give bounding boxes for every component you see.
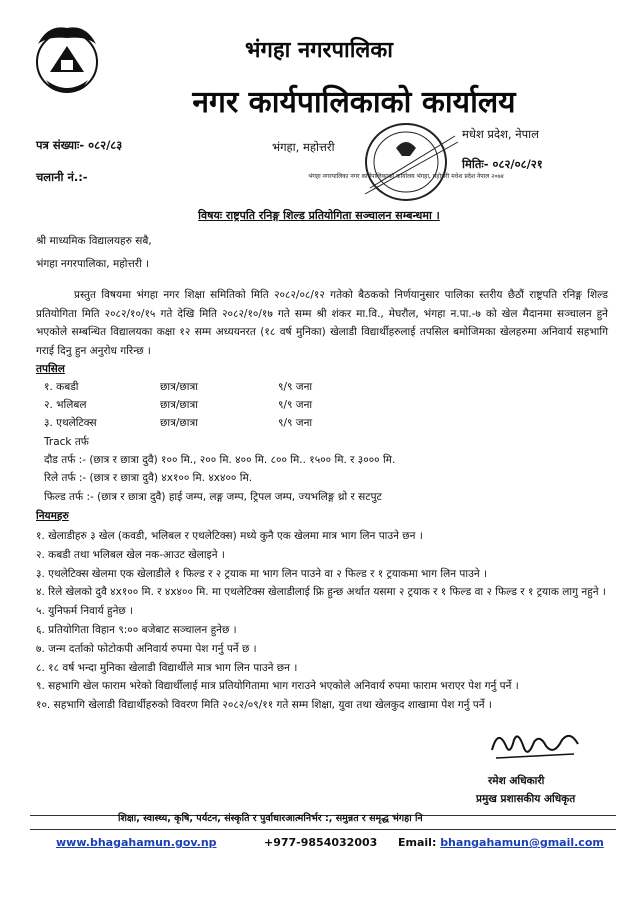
game-count: ९/९ जना (278, 399, 313, 411)
letter-date: मितिः- ०८२/०८/२१ (462, 157, 543, 171)
game-category: छात्र/छात्रा (160, 381, 199, 393)
office-name: नगर कार्यपालिकाको कार्यालय (192, 85, 516, 120)
game-name: २. भलिबल (44, 399, 87, 411)
body-paragraph: प्रस्तुत विषयमा भंगहा नगर शिक्षा समितिको मिति २०८२/०८/१२ गतेको बैठकको निर्णयानुसार पालिका स्तरीय छैठौं राष्ट्रपति रनिङ्ग शिल्ड प्रतियोगिता मिति २०८२/१०/१५ गते देखि मिति २०८२/१०/१७ गते सम्म श्री शंकर मा.वि., मेघरौल, भंगहा न.पा.-७ को खेल मैदानमा सञ्चालन हुने भएकोले सम्बन्धित विद्यालयका कक्षा १२ सम्म अध्ययनरत (१८ वर्ष मुनिका) खेलाडी विद्यार्थीहरुलाई तपसिल बमोजिमका खेलहरुमा अनिवार्य सहभागि गराई दिनु हुन अनुरोध गरिन्छ । (36, 289, 608, 357)
game-count: ९/९ जना (278, 381, 313, 393)
track-heading: Track तर्फ (44, 436, 89, 448)
rule-item: १. खेलाडीहरु ३ खेल (कवडी, भलिबल र एथलेटिक्स) मध्ये कुनै एक खेलमा मात्र भाग लिन पाउने छन । (36, 530, 423, 542)
phone-number: +977-9854032003 (264, 836, 378, 849)
rules-list (36, 527, 616, 715)
game-name: ३. एथलेटिक्स (44, 417, 97, 429)
rule-item: ९. सहभागि खेल फाराम भरेको विद्यार्थीलाई मात्र प्रतियोगितामा भाग गराउने भएकोले अनिवार्य रुपमा फाराम भराएर पेश गर्नु पर्ने । (36, 680, 519, 693)
rule-item: ४. रिले खेलको दुवै ४x१०० मि. र ४x४०० मि. मा एथलेटिक्स खेलाडीलाई फ्रि हुन्छ अर्थात यसमा २ ट्रयाक र १ फिल्ड वा २ फिल्ड र १ ट्रयाक लागु नहुने । (36, 586, 606, 599)
game-name: १. कबडी (44, 381, 79, 393)
game-category: छात्र/छात्रा (160, 417, 199, 429)
rule-item: १०. सहभागि खेलाडी विद्यार्थीहरुको विवरण मिति २०८२/०९/११ गते सम्म शिक्षा, युवा तथा खेलकुद शाखामा पेश गर्नु पर्ने । (36, 699, 492, 712)
game-count: ९/९ जना (278, 417, 313, 429)
email-label: Email: (398, 836, 437, 849)
province: मधेश प्रदेश, नेपाल (462, 127, 539, 141)
rule-item: ५. युनिफर्म निवार्य हुनेछ । (36, 605, 134, 618)
seal-text: भंगहा नगरपालिका नगर कार्यपालिकाको कार्यालय भंगहा, महोत्तरी मधेश प्रदेश नेपाल २०७४ (308, 173, 504, 180)
rule-item: ७. जन्म दर्ताको फोटोकपी अनिवार्य रुपमा पेश गर्नु पर्ने छ । (36, 642, 257, 655)
subject-line: विषयः राष्ट्रपति रनिङ्ग शिल्ड प्रतियोगिता सञ्चालन सम्बन्धमा । (198, 209, 440, 222)
email-link[interactable]: bhangahamun@gmail.com (440, 836, 604, 849)
rules-heading: नियमहरु (36, 510, 69, 522)
track-relay-events: रिले तर्फ :- (छात्र र छात्रा दुवै) ४x१०० मि. ४x४०० मि. (44, 472, 253, 484)
rule-item: ३. एथलेटिक्स खेलमा एक खेलाडीले १ फिल्ड र २ ट्रयाक मा भाग लिन पाउने वा २ फिल्ड र १ ट्रयाकमा भाग लिन पाउने । (36, 567, 487, 580)
address: भंगहा, महोत्तरी (272, 140, 335, 154)
municipality-name: भंगहा नगरपालिका (245, 38, 393, 63)
rule-item: ६. प्रतियोगिता विहान ९:०० बजेबाट सञ्चालन हुनेछ । (36, 623, 237, 636)
footer-slogan: शिक्षा, स्वास्थ्य, कृषि, पर्यटन, संस्कृति र पुर्वाधारआत्मनिर्भर :, समुन्नत र समृद्ध भंगहा नि (118, 813, 423, 824)
dispatch-number: चलानी नं.:- (36, 170, 88, 184)
game-category: छात्र/छात्रा (160, 399, 199, 411)
signature (484, 720, 584, 766)
field-events: फिल्ड तर्फ :- (छात्र र छात्रा दुवै) हाई जम्प, लङ्ग जम्प, ट्रिपल जम्प, ज्यभलिङ्ग थ्रो र सटपुट (44, 491, 382, 503)
website-link[interactable]: www.bhagahamun.gov.np (56, 836, 217, 849)
recipient-line-2: भंगहा नगरपालिका, महोत्तरी । (36, 258, 150, 270)
reference-number: पत्र संख्याः- ०८२/८३ (36, 138, 123, 152)
details-heading: तपसिल (36, 363, 65, 375)
rule-item: ८. १८ वर्ष भन्दा मुनिका खेलाडी विद्यार्थीले मात्र भाग लिन पाउने छन । (36, 661, 298, 674)
rule-item: २. कबडी तथा भलिबल खेल नक-आउट खेलाइने । (36, 548, 225, 561)
track-running-events: दौड तर्फ :- (छात्र र छात्रा दुवै) १०० मि., २०० मि. ४०० मि. ८०० मि.. १५०० मि. र ३००० मि. (44, 454, 396, 466)
recipient-line-1: श्री माध्यमिक विद्यालयहरु सबै, (36, 235, 152, 247)
signatory-name: रमेश अधिकारी (488, 775, 545, 787)
signatory-title: प्रमुख प्रशासकीय अधिकृत (476, 793, 576, 805)
